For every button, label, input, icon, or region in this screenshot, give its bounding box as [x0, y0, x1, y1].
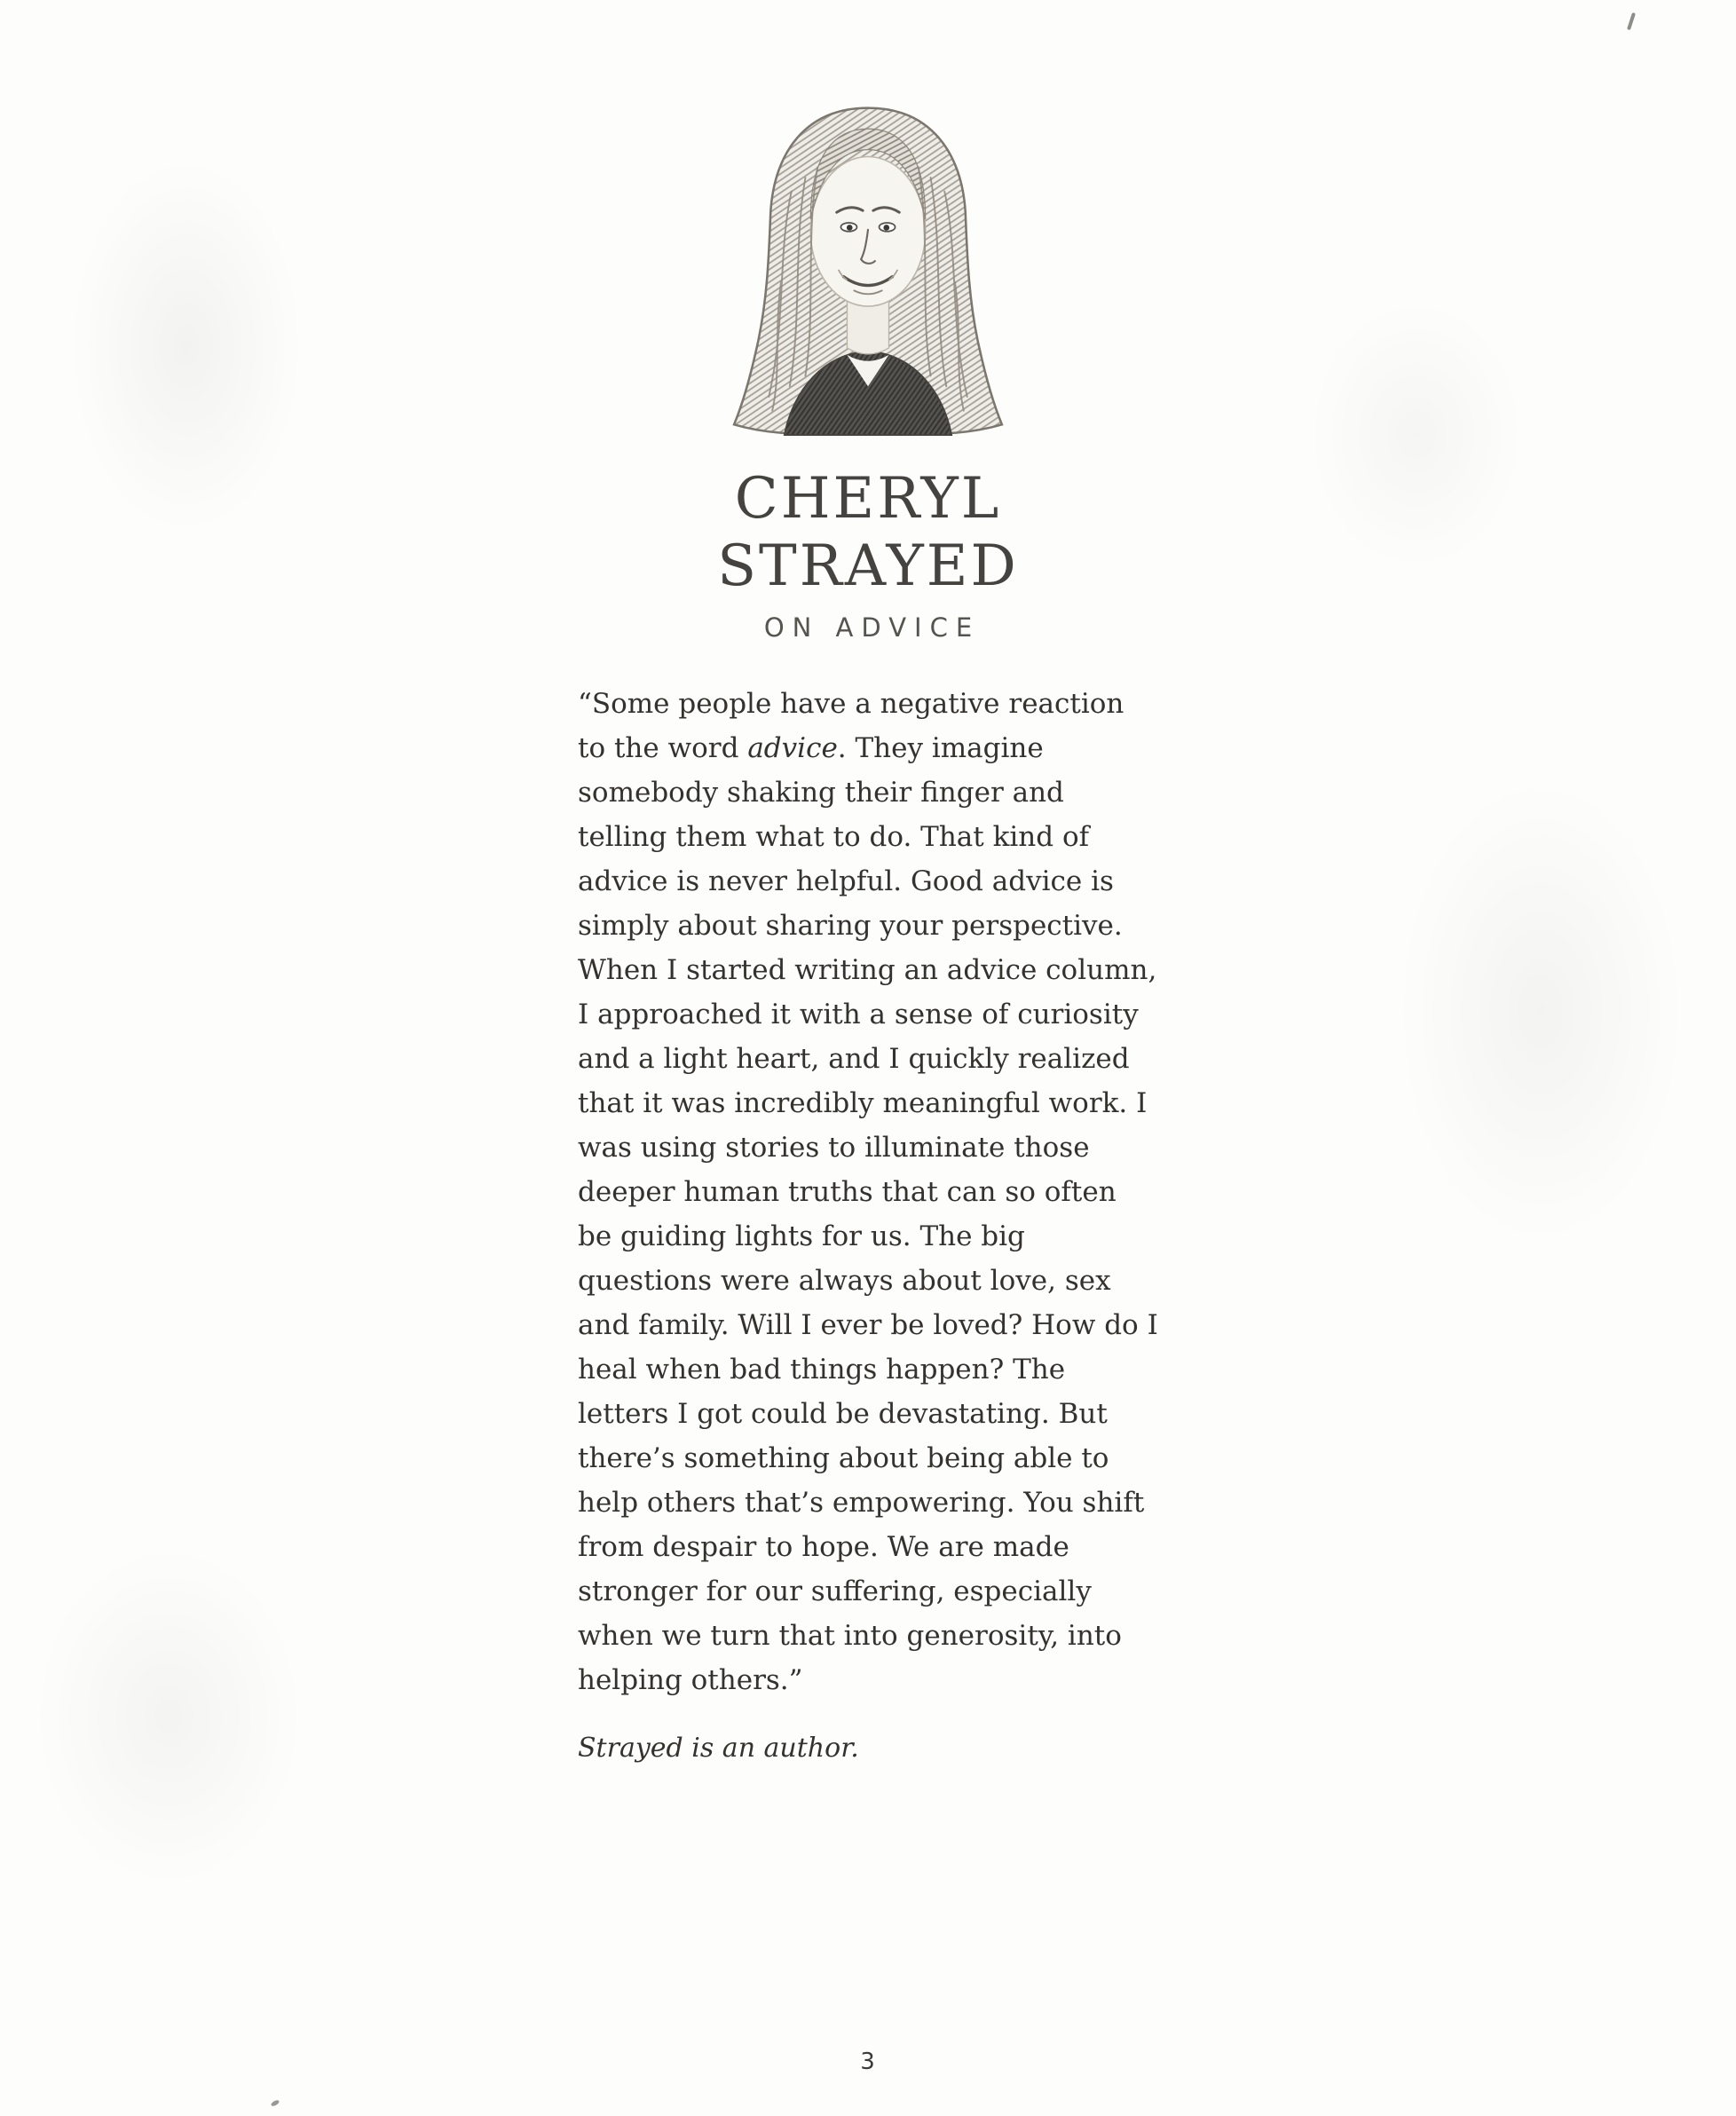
scan-smudge — [1310, 302, 1523, 568]
scan-smudge — [71, 160, 302, 533]
quote-body: . They imagine somebody shaking their finger and telling them what to do. That kind of advice is never helpful. Good advice is simply about sharing your perspective. When I started writing an advice column, I approached it with a sense of curiosity and a light heart, and I quickly realized that it was incredibly meaningful work. I was using stories to illuminate those deeper human truths that can so often be guiding lights for us. The big questions were always about love, sex and family. Will I ever be loved? How do I heal when bad things happen? The letters I got could be devastating. But there’s something about being able to help others that’s empowering. You shift from despair to hope. We are made stronger for our suffering, especially when we turn that into generosity, into helping others.” — [578, 732, 1158, 1696]
page-footer — [0, 2049, 1736, 2075]
quote-paragraph — [578, 682, 1158, 1702]
profile-name-line1: CHERYL — [734, 466, 1002, 532]
quote-italic-word: advice — [747, 732, 838, 764]
profile-article — [578, 0, 1158, 1764]
page-number: 3 — [860, 2049, 876, 2075]
profile-name — [578, 465, 1158, 600]
portrait-illustration — [694, 91, 1042, 438]
portrait-svg — [694, 91, 1042, 438]
attribution-line: Strayed is an author. — [578, 1733, 859, 1764]
scan-smudge — [36, 1548, 302, 1885]
profile-topic: ON ADVICE — [763, 612, 981, 643]
profile-name-line2: STRAYED — [717, 533, 1019, 599]
scan-artifact-speck — [270, 2099, 280, 2107]
scan-smudge — [1399, 781, 1683, 1243]
quote-opening: “Some people have a negative reaction to the word — [578, 688, 1124, 764]
scan-artifact-mark — [1627, 12, 1636, 30]
